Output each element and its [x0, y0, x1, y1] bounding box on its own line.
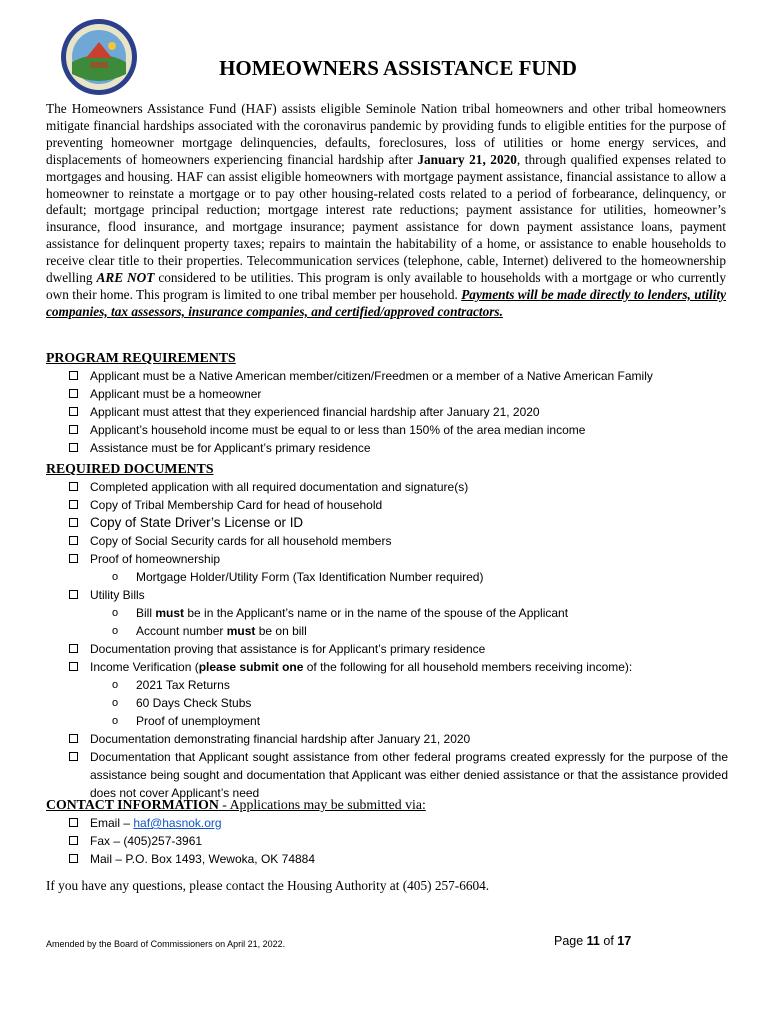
amended-note: Amended by the Board of Commissioners on April 21, 2022.	[46, 939, 286, 949]
checkbox-icon	[69, 407, 78, 416]
list-item: Fax – (405)257-3961	[68, 832, 728, 850]
required-documents-heading: REQUIRED DOCUMENTS	[46, 461, 214, 476]
list-item: Copy of Tribal Membership Card for head of household	[68, 496, 728, 514]
intro-payments-note: Payments will be made directly to lenders, utility companies, tax assessors, insurance companies, and certified/approved contractors.	[46, 286, 727, 319]
list-item: Email – haf@hasnok.org	[68, 814, 728, 832]
sub-list-item: o Mortgage Holder/Utility Form (Tax Identification Number required)	[112, 570, 484, 584]
list-item: Completed application with all required documentation and signature(s)	[68, 478, 728, 496]
bullet-o-icon: o	[112, 607, 119, 619]
list-item: Documentation demonstrating financial hardship after January 21, 2020	[68, 730, 728, 748]
checkbox-icon	[69, 371, 78, 380]
list-item: Applicant must be a Native American member/citizen/Freedmen or a member of a Native American Family	[68, 367, 728, 385]
list-item: Copy of Social Security cards for all household members	[68, 532, 728, 550]
sub-list-item: o Bill must be in the Applicant’s name or in the name of the spouse of the Applicant	[112, 606, 569, 620]
bullet-o-icon: o	[112, 679, 119, 691]
required-documents-list	[68, 478, 728, 802]
checkbox-icon	[69, 518, 78, 527]
bullet-o-icon: o	[112, 697, 119, 709]
checkbox-icon	[69, 734, 78, 743]
intro-paragraph	[46, 101, 726, 321]
checkbox-icon	[69, 425, 78, 434]
list-item: Income Verification (please submit one of the following for all household members receiving income):	[68, 658, 728, 676]
sub-list-item: o Proof of unemployment	[112, 714, 261, 728]
intro-text-1: The Homeowners Assistance Fund (HAF) assists eligible Seminole Nation tribal homeowners and other tribal homeowners mitigate financial hardships associated with the coronavirus pandemic by providing funds to eligible entities for the purpose of preventing homeowner mortgage delinquencies, defaults, foreclosures, loss of utilities or home energy services, and displacements of homeowners experiencing financial hardship after	[46, 101, 726, 167]
list-item: Documentation proving that assistance is for Applicant’s primary residence	[68, 640, 728, 658]
intro-are-not: ARE NOT	[96, 270, 155, 286]
list-item: Copy of State Driver’s License or ID	[68, 514, 728, 532]
bullet-o-icon: o	[112, 571, 119, 583]
page-number: Page 11 of 17	[554, 934, 632, 948]
list-item: Assistance must be for Applicant’s primary residence	[68, 439, 728, 457]
list-item: Applicant’s household income must be equal to or less than 150% of the area median income	[68, 421, 728, 439]
list-item: Applicant must be a homeowner	[68, 385, 728, 403]
sub-list-item: o 60 Days Check Stubs	[112, 696, 252, 710]
list-item: Proof of homeownership	[68, 550, 728, 568]
list-item: Applicant must attest that they experienced financial hardship after January 21, 2020	[68, 403, 728, 421]
list-item: Documentation that Applicant sought assistance from other federal programs created expressly for the purpose of the assistance being sought and documentation that Applicant was either denied assistance or that the assistance provided does not cover Applicant’s need	[68, 748, 728, 802]
checkbox-icon	[69, 443, 78, 452]
checkbox-icon	[69, 482, 78, 491]
contact-information-heading: CONTACT INFORMATION - Applications may be submitted via:	[46, 797, 426, 812]
sub-list-item: o 2021 Tax Returns	[112, 678, 230, 692]
checkbox-icon	[69, 389, 78, 398]
checkbox-icon	[69, 554, 78, 563]
page-title: HOMEOWNERS ASSISTANCE FUND	[219, 56, 577, 80]
sub-list-item: o Account number must be on bill	[112, 624, 307, 638]
bullet-o-icon: o	[112, 715, 119, 727]
program-requirements-heading: PROGRAM REQUIREMENTS	[46, 350, 236, 365]
list-item: Utility Bills	[68, 586, 728, 604]
checkbox-icon	[69, 836, 78, 845]
intro-text-2: , through qualified expenses related to mortgages and housing. HAF can assist eligible homeowners with mortgage payment assistance, financial assistance to allow a homeowner to reinstate a mortgage or to pay other housing-related costs related to a period of forbearance, delinquency, or default; mortgage principal reduction; mortgage interest rate reductions; payment assistance for utilities, homeowner’s insurance, flood insurance, and mortgage insurance; payment assistance for down payment assistance loans, payment assistance for delinquent property taxes; repairs to maintain the habitability of a home, or assistance to enable households to receive clear title to their properties. Telecommunication services (telephone, cable, Internet) delivered to the homeownership dwelling	[46, 151, 726, 286]
checkbox-icon	[69, 752, 78, 761]
checkbox-icon	[69, 536, 78, 545]
checkbox-icon	[69, 644, 78, 653]
checkbox-icon	[69, 662, 78, 671]
checkbox-icon	[69, 500, 78, 509]
intro-date: January 21, 2020	[417, 151, 517, 167]
bullet-o-icon: o	[112, 625, 119, 637]
checkbox-icon	[69, 590, 78, 599]
checkbox-icon	[69, 854, 78, 863]
program-requirements-list	[68, 367, 728, 457]
list-item: Mail – P.O. Box 1493, Wewoka, OK 74884	[68, 850, 728, 868]
checkbox-icon	[69, 818, 78, 827]
intro-text-3: considered to be utilities. This program is only available to households with a mortgage or who currently own their home. This program is limited to one tribal member per household.	[46, 270, 727, 302]
contact-list	[68, 814, 728, 868]
email-link[interactable]: haf@hasnok.org	[133, 816, 222, 830]
questions-note: If you have any questions, please contact the Housing Authority at (405) 257-6604.	[46, 878, 490, 893]
